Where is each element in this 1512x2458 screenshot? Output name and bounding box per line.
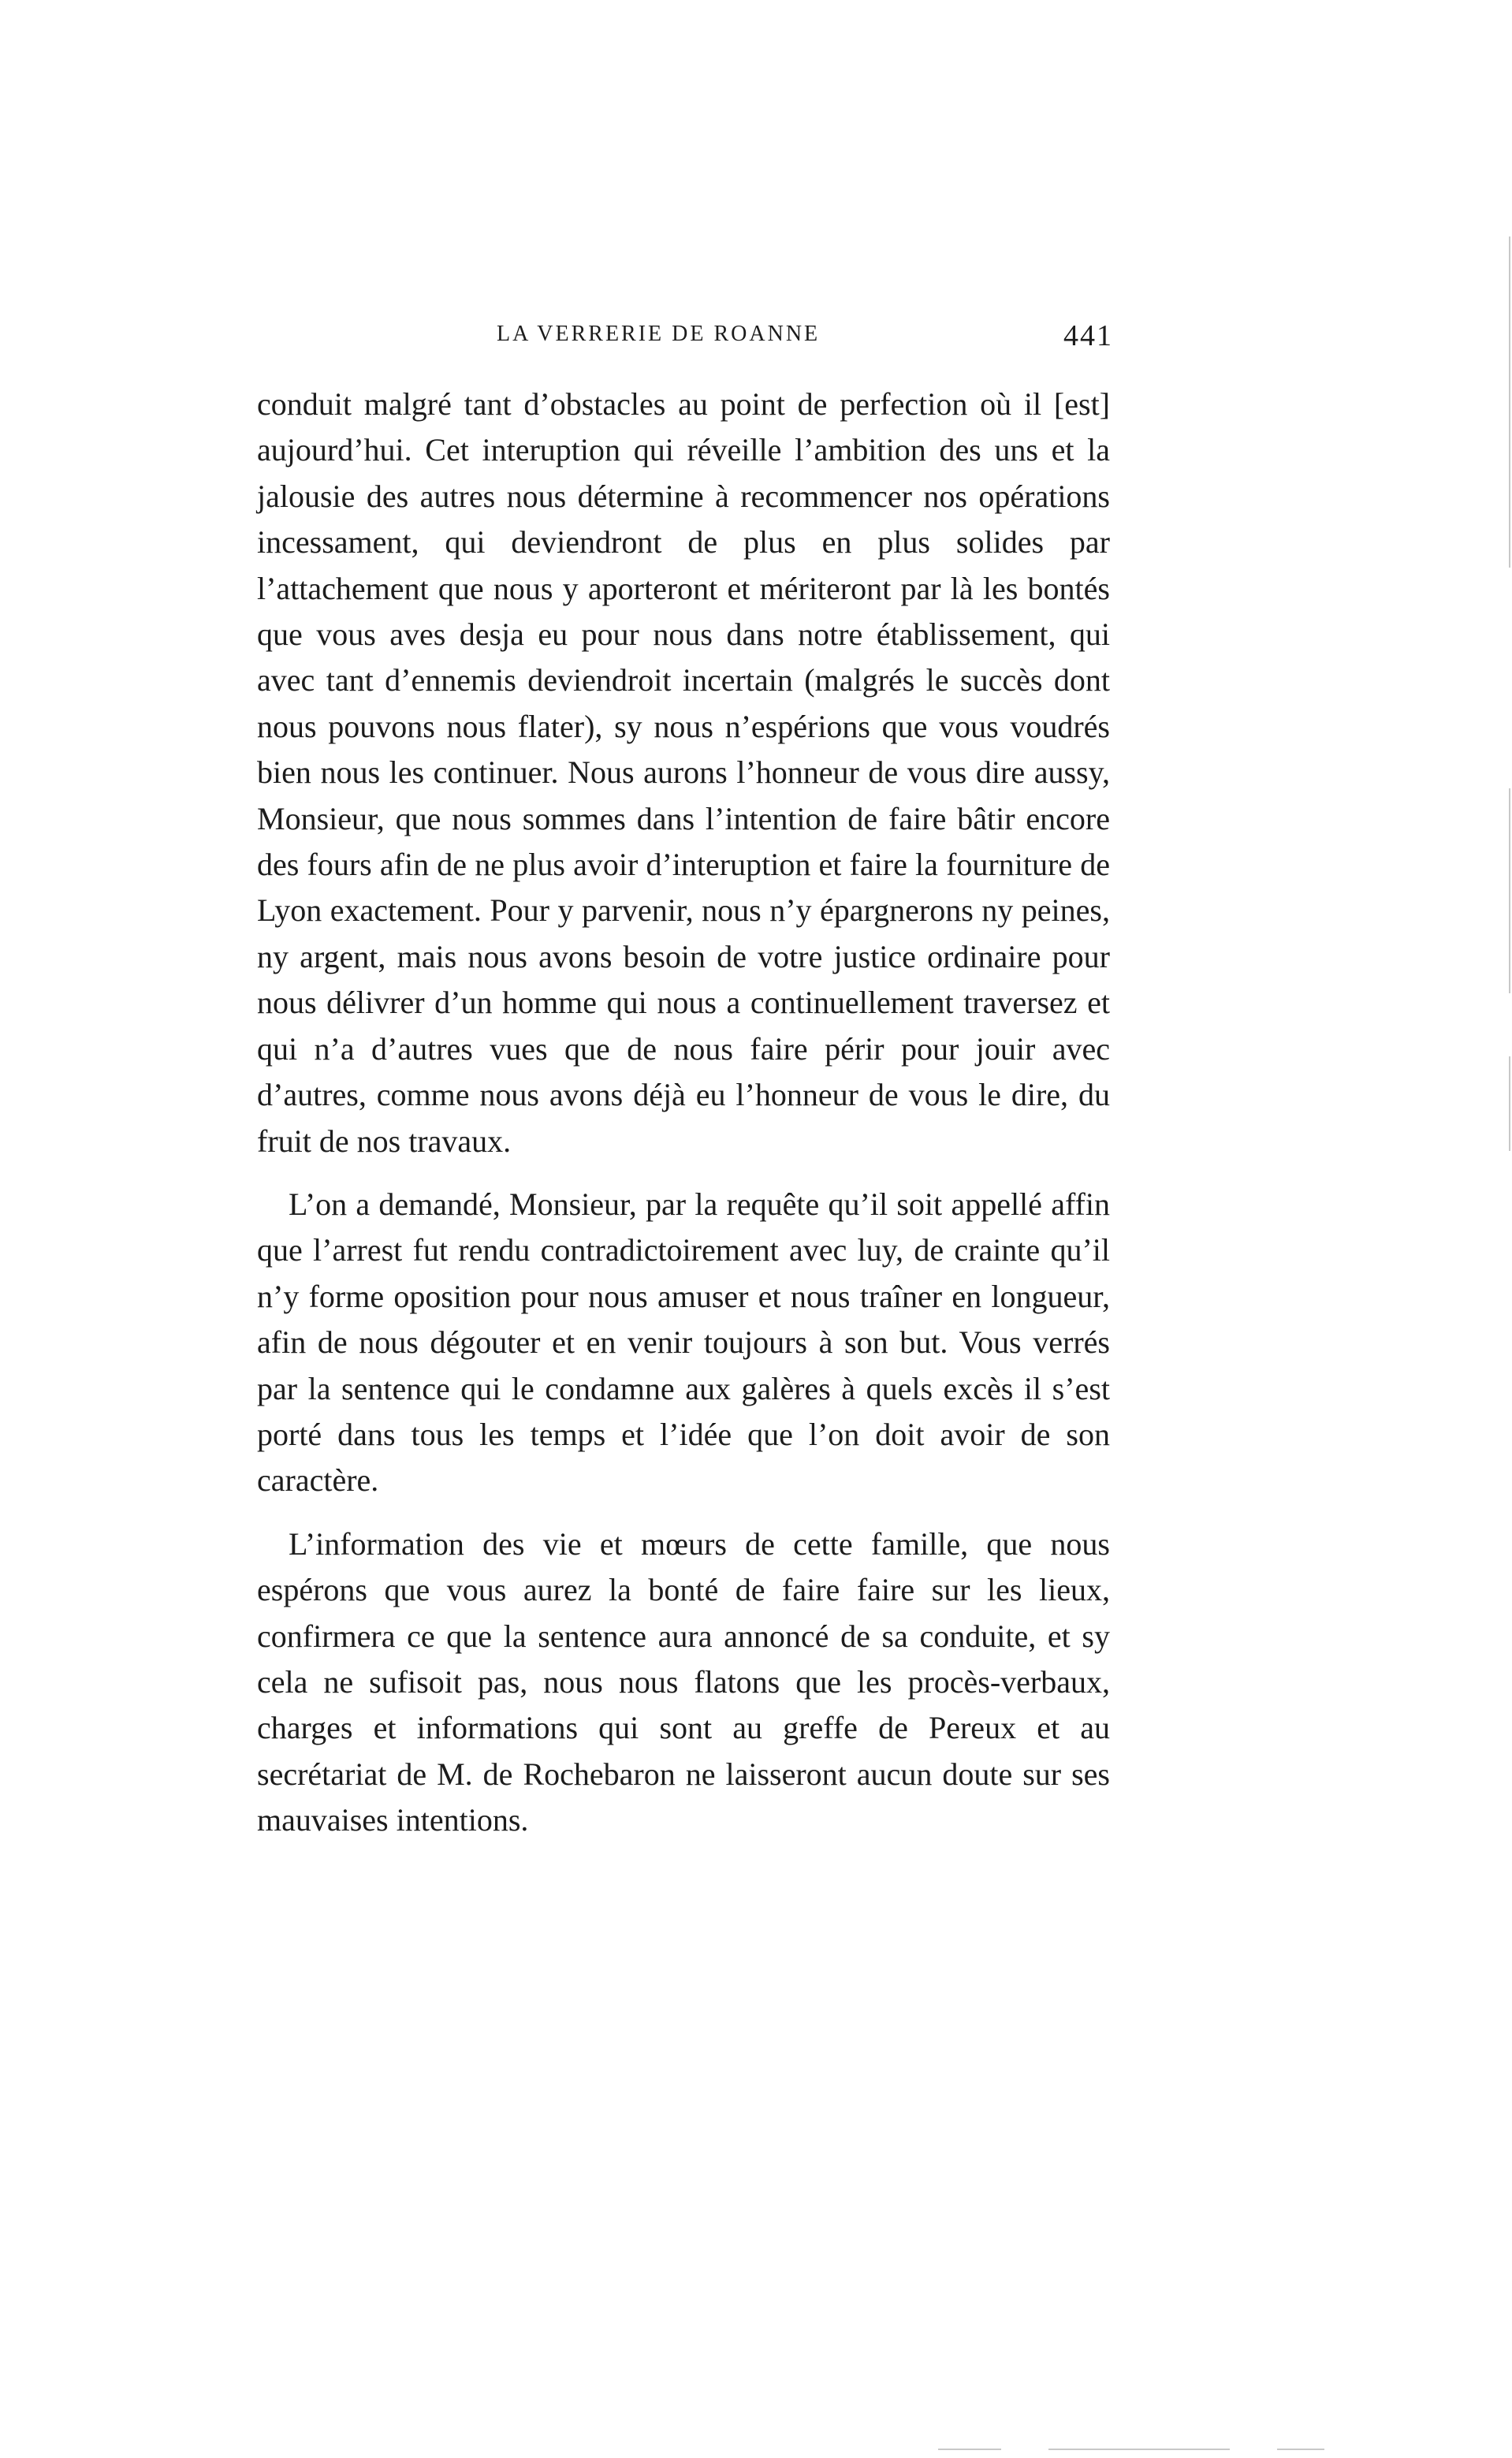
scan-artifact-bottom-2 bbox=[1048, 2449, 1230, 2450]
running-title: LA VERRERIE DE ROANNE bbox=[497, 322, 821, 346]
body-text bbox=[257, 382, 1110, 1861]
scan-artifact-margin-3 bbox=[1509, 1056, 1510, 1151]
scan-artifact-bottom-1 bbox=[938, 2449, 1001, 2450]
paragraph-3: L’information des vie et mœurs de cette famille, que nous espérons que vous aurez la bonté de faire faire sur les lieux, confirmera ce que la sentence aura annoncé de sa conduite, et sy cela ne sufisoit pas, nous nous flatons que les procès-verbaux, charges et informations qui sont au greffe de Pereux et au secrétariat de M. de Rochebaron ne laisseront aucun doute sur ses mauvaises intentions. bbox=[257, 1525, 1110, 1838]
running-head bbox=[260, 319, 1113, 356]
paragraph-2: L’on a demandé, Monsieur, par la requête qu’il soit appellé affin que l’arrest fut rendu contradictoirement avec luy, de crainte qu’il n’y forme oposition pour nous amuser et nous traîner en longueur, afin de nous dégouter et en venir toujours à son but. Vous verrés par la sentence qui le condamne aux galères à quels excès il s’est porté dans tous les temps et l’idée que l’on doit avoir de son caractère. bbox=[257, 1186, 1110, 1499]
scan-artifact-margin-1 bbox=[1509, 236, 1510, 568]
scan-artifact-margin-2 bbox=[1509, 788, 1510, 993]
page-number: 441 bbox=[1063, 319, 1113, 352]
paragraph-1: conduit malgré tant d’obstacles au point de perfection où il [est] aujourd’hui. Cet interuption qui réveille l’ambition des uns et la jalousie des autres nous détermine à recommencer nos opérations incessament, qui deviendront de plus en plus solides par l’attachement que nous y aporteront et mériteront par là les bontés que vous aves desja eu pour nous dans notre établissement, qui avec tant d’ennemis deviendroit incertain (malgrés le succès dont nous pouvons nous flater), sy nous n’espérions que vous voudrés bien nous les continuer. Nous aurons l’honneur de vous dire aussy, Monsieur, que nous sommes dans l’intention de faire bâtir encore des fours afin de ne plus avoir d’interuption et faire la fourniture de Lyon exactement. Pour y parvenir, nous n’y épargnerons ny peines, ny argent, mais nous avons besoin de votre justice ordinaire pour nous délivrer d’un homme qui nous a continuellement traversez et qui n’a d’autres vues que de nous faire périr pour jouir avec d’autres, comme nous avons déjà eu l’honneur de vous le dire, du fruit de nos travaux. bbox=[257, 386, 1110, 1159]
scan-artifact-bottom-3 bbox=[1277, 2449, 1324, 2450]
